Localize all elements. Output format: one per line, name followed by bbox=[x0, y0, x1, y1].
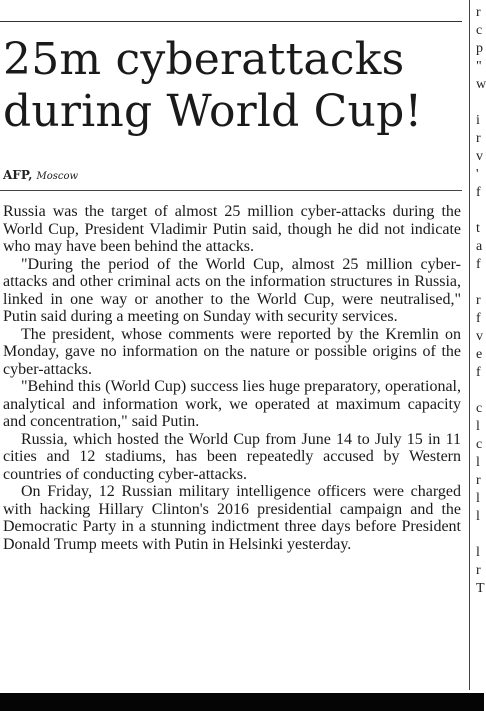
adjacent-column-letter: l bbox=[476, 455, 480, 470]
adjacent-column-letter: ' bbox=[476, 167, 479, 182]
adjacent-column-letter bbox=[476, 382, 484, 400]
adjacent-column-letter: r bbox=[476, 131, 481, 146]
adjacent-column-letter: c bbox=[476, 437, 483, 452]
article-paragraph: The president, whose comments were reported by the Kremlin on Monday, gave no information on the nature or possible origins of the cyber-attacks. bbox=[3, 325, 461, 378]
adjacent-column-letter: p bbox=[476, 41, 483, 56]
adjacent-column-fragment bbox=[476, 4, 484, 598]
byline-place: Moscow bbox=[36, 171, 79, 182]
byline-agency: AFP, bbox=[3, 168, 33, 182]
adjacent-column-letter: t bbox=[476, 221, 480, 236]
adjacent-column-letter: l bbox=[476, 545, 480, 560]
byline-rule bbox=[0, 190, 462, 191]
article-paragraph: "During the period of the World Cup, almost 25 million cyber-attacks and other criminal acts on the information structures in Russia, linked in one way or another to the World Cup, were neutralised," Putin said during a meeting on Sunday with security services. bbox=[3, 255, 461, 325]
article-body bbox=[3, 203, 461, 553]
adjacent-column-letter: f bbox=[476, 311, 481, 326]
adjacent-column-letter: l bbox=[476, 491, 480, 506]
adjacent-column-letter bbox=[476, 202, 484, 220]
adjacent-column-letter: f bbox=[476, 257, 481, 272]
article-paragraph: Russia was the target of almost 25 million cyber-attacks during the World Cup, President Vladimir Putin said, though he did not indicate who may have been behind the attacks. bbox=[3, 203, 461, 255]
adjacent-column-letter: l bbox=[476, 509, 480, 524]
adjacent-column-letter: r bbox=[476, 293, 481, 308]
adjacent-column-letter: e bbox=[476, 347, 483, 362]
article-paragraph: Russia, which hosted the World Cup from June 14 to July 15 in 11 cities and 12 stadiums, has been repeatedly accused by Western countries of conducting cyber-attacks. bbox=[3, 430, 461, 483]
adjacent-column-letter: c bbox=[476, 23, 483, 38]
adjacent-column-letter: f bbox=[476, 365, 481, 380]
column-divider bbox=[469, 0, 470, 690]
adjacent-column-letter: r bbox=[476, 5, 481, 20]
adjacent-column-letter: v bbox=[476, 329, 483, 344]
article-paragraph: "Behind this (World Cup) success lies huge preparatory, operational, analytical and information work, we operated at maximum capacity and concentration," said Putin. bbox=[3, 378, 461, 430]
adjacent-column-letter: i bbox=[476, 113, 480, 128]
adjacent-column-letter: v bbox=[476, 149, 483, 164]
top-rule bbox=[0, 21, 462, 22]
adjacent-column-letter: r bbox=[476, 563, 481, 578]
headline: 25m cyberattacks during World Cup! bbox=[3, 34, 423, 137]
adjacent-column-letter: f bbox=[476, 185, 481, 200]
adjacent-column-letter: c bbox=[476, 401, 483, 416]
adjacent-column-letter: r bbox=[476, 473, 481, 488]
adjacent-column-letter: l bbox=[476, 419, 480, 434]
adjacent-column-letter bbox=[476, 274, 484, 292]
adjacent-column-letter: w bbox=[476, 77, 486, 92]
article-paragraph: On Friday, 12 Russian military intelligence officers were charged with hacking Hillary Clinton's 2016 presidential campaign and the Democratic Party in a stunning indictment three days before President Donald Trump meets with Putin in Helsinki yesterday. bbox=[3, 483, 461, 553]
adjacent-column-letter: a bbox=[476, 239, 483, 254]
bottom-black-bar bbox=[0, 693, 484, 711]
adjacent-column-letter bbox=[476, 94, 484, 112]
adjacent-column-letter: " bbox=[476, 59, 482, 74]
adjacent-column-letter bbox=[476, 526, 484, 544]
byline bbox=[3, 168, 78, 184]
adjacent-column-letter: T bbox=[476, 581, 485, 596]
